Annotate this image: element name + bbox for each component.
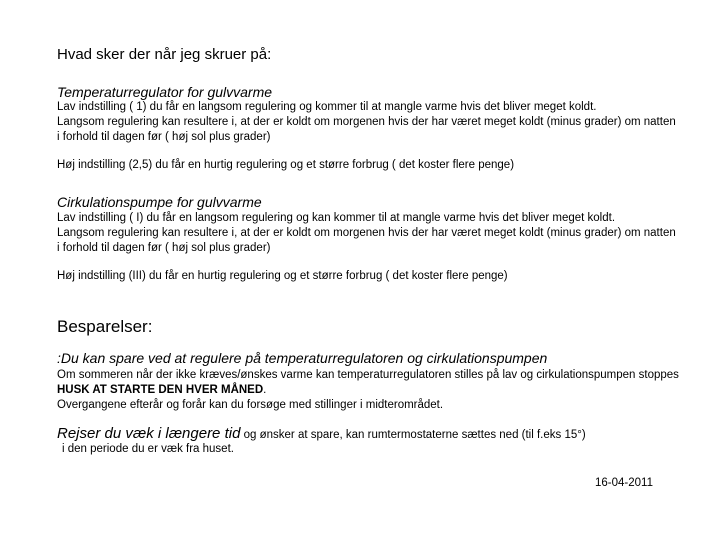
- savings-summer-line: Om sommeren når der ikke kræves/ønskes varme kan temperaturregulatoren stilles på lav og cirkulationspumpen stoppes: [57, 369, 679, 381]
- section-heading-temperature-regulator: Temperaturregulator for gulvvarme: [57, 84, 273, 100]
- savings-travel-line-2: i den periode du er væk fra huset.: [62, 443, 234, 455]
- section2-line-1: Lav indstilling ( I) du får en langsom regulering og kan kommer til at mangle varme hvis det bliver meget koldt.: [57, 212, 616, 224]
- savings-intro: :Du kan spare ved at regulere på temperaturregulatoren og cirkulationspumpen: [57, 350, 548, 366]
- savings-heading: Besparelser:: [57, 317, 153, 336]
- section2-line-2: Langsom regulering kan resultere i, at der er koldt om morgenen hvis der har været meget koldt (minus grader) om natten: [57, 227, 676, 239]
- savings-reminder-bold: HUSK AT STARTE DEN HVER MÅNED: [57, 384, 264, 396]
- section2-line-4: Høj indstilling (III) du får en hurtig regulering og et større forbrug ( det koster flere penge): [57, 270, 508, 282]
- savings-travel-italic: Rejser du væk i længere tid: [57, 425, 241, 442]
- savings-travel-rest: og ønsker at spare, kan rumtermostaterne sættes ned (til f.eks 15°): [240, 429, 586, 441]
- section2-line-3: i forhold til dagen før ( høj sol plus grader): [57, 242, 271, 254]
- section1-line-3: i forhold til dagen før ( høj sol plus grader): [57, 131, 271, 143]
- section1-line-2: Langsom regulering kan resultere i, at der er koldt om morgenen hvis der har været meget koldt (minus grader) om natten: [57, 116, 676, 128]
- savings-reminder-line: [57, 383, 266, 398]
- section-heading-circulation-pump: Cirkulationspumpe for gulvvarme: [57, 194, 262, 210]
- section1-line-1: Lav indstilling ( 1) du får en langsom regulering og kommer til at mangle varme hvis det bliver meget koldt.: [57, 101, 597, 113]
- savings-reminder-period: .: [263, 384, 267, 396]
- document-date: 16-04-2011: [595, 477, 653, 489]
- savings-transition-line: Overgangene efterår og forår kan du forsøge med stillinger i midterområdet.: [57, 399, 444, 411]
- section1-line-4: Høj indstilling (2,5) du får en hurtig regulering og et større forbrug ( det koster flere penge): [57, 159, 515, 171]
- savings-travel-line: [57, 425, 586, 443]
- page-title: Hvad sker der når jeg skruer på:: [57, 46, 272, 63]
